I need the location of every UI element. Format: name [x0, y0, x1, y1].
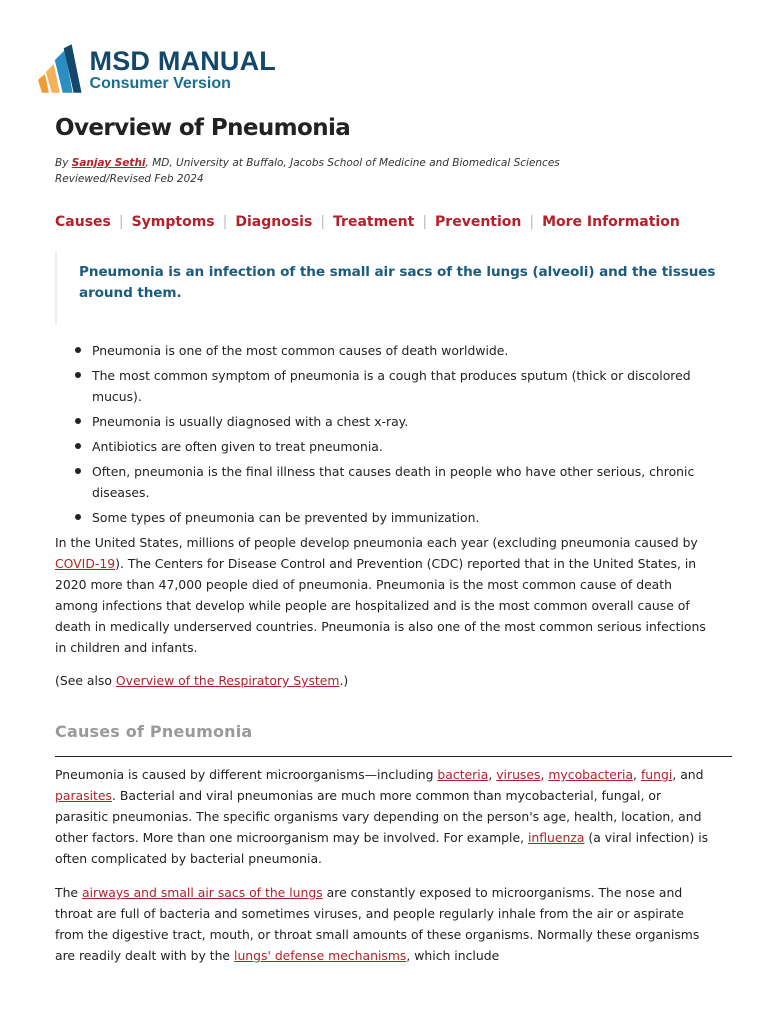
page-title: Overview of Pneumonia — [55, 115, 351, 141]
section-divider — [55, 756, 732, 757]
see-also-prefix: (See also — [55, 673, 116, 688]
paragraph-text: . Bacterial and viral pneumonias are much more common than mycobacterial, fungal, or parasitic pneumonias. The specific organisms vary depending on the person's age, health, location, and other factors. More than one microorganism may be involved. For example, — [55, 788, 702, 845]
paragraph-text: , — [488, 767, 497, 782]
author-link[interactable]: Sanjay Sethi — [71, 157, 146, 169]
respiratory-system-link[interactable]: Overview of the Respiratory System — [115, 673, 340, 688]
logo-subtitle: Consumer Version — [89, 75, 231, 92]
causes-paragraph-1 — [55, 764, 715, 869]
paragraph-text: (a viral infection) is often complicated by bacterial pneumonia. — [55, 830, 709, 866]
msd-manual-logo[interactable] — [36, 44, 276, 98]
paragraph-text: are constantly exposed to microorganisms. The nose and throat are full of bacteria and sometimes viruses, and people regularly inhale from the air or aspirate from the digestive tract, mouth, or throat small amounts of these organisms. Normally these organisms are readily dealt with by the — [55, 885, 700, 963]
list-item: The most common symptom of pneumonia is a cough that produces sputum (thick or discolored mucus). — [55, 365, 695, 407]
airways-link[interactable]: airways and small air sacs of the lungs — [81, 885, 323, 900]
list-item: Some types of pneumonia can be prevented by immunization. — [55, 507, 695, 528]
callout-text: Pneumonia is an infection of the small air sacs of the lungs (alveoli) and the tissues around them. — [79, 264, 716, 301]
list-item: Pneumonia is usually diagnosed with a chest x-ray. — [55, 411, 695, 432]
logo-title: MSD MANUAL — [89, 46, 276, 76]
mycobacteria-link[interactable]: mycobacteria — [548, 767, 634, 782]
causes-paragraph-2 — [55, 882, 715, 966]
paragraph-text: , which include — [406, 948, 500, 963]
nav-separator: | — [320, 214, 326, 230]
influenza-link[interactable]: influenza — [527, 830, 585, 845]
reviewed-date: Reviewed/Revised Feb 2024 — [55, 173, 204, 185]
paragraph-text: The — [55, 885, 82, 900]
list-item: Antibiotics are often given to treat pneumonia. — [55, 436, 695, 457]
bacteria-link[interactable]: bacteria — [437, 767, 489, 782]
nav-link-treatment[interactable]: Treatment — [333, 214, 415, 230]
nav-link-causes[interactable]: Causes — [55, 214, 111, 230]
paragraph-text: Pneumonia is caused by different microorganisms—including — [55, 767, 438, 782]
nav-link-more-information[interactable]: More Information — [542, 214, 680, 230]
nav-link-prevention[interactable]: Prevention — [435, 214, 522, 230]
intro-paragraph — [55, 532, 715, 658]
key-points-list — [55, 340, 695, 532]
msd-logo-icon — [36, 44, 84, 94]
see-also-suffix: .) — [339, 673, 349, 688]
nav-separator: | — [529, 214, 535, 230]
intro-text: ). The Centers for Disease Control and Prevention (CDC) reported that in the United States, in 2020 more than 47,000 people died of pneumonia. Pneumonia is the most common cause of death among infections that develop while people are hospitalized and is the most common overall cause of death in medically underserved countries. Pneumonia is also one of the most common serious infections in children and infants. — [55, 556, 706, 655]
paragraph-text: , — [540, 767, 549, 782]
intro-text: In the United States, millions of people develop pneumonia each year (excluding pneumonia caused by — [55, 535, 698, 550]
byline — [55, 155, 560, 187]
nav-separator: | — [118, 214, 124, 230]
list-item: Pneumonia is one of the most common causes of death worldwide. — [55, 340, 695, 361]
nav-separator: | — [422, 214, 428, 230]
list-item: Often, pneumonia is the final illness that causes death in people who have other serious, chronic diseases. — [55, 461, 695, 503]
paragraph-text: , — [633, 767, 641, 782]
nav-link-symptoms[interactable]: Symptoms — [131, 214, 215, 230]
covid-19-link[interactable]: COVID-19 — [55, 556, 116, 571]
nav-separator: | — [222, 214, 228, 230]
fungi-link[interactable]: fungi — [640, 767, 673, 782]
byline-prefix: By — [55, 157, 72, 169]
see-also-paragraph — [55, 670, 715, 691]
byline-affiliation: , MD, University at Buffalo, Jacobs School of Medicine and Biomedical Sciences — [145, 157, 560, 169]
nav-link-diagnosis[interactable]: Diagnosis — [235, 214, 313, 230]
viruses-link[interactable]: viruses — [496, 767, 541, 782]
paragraph-text: , and — [672, 767, 704, 782]
summary-callout — [55, 252, 729, 324]
parasites-link[interactable]: parasites — [55, 788, 112, 803]
lungs-defense-mechanisms-link[interactable]: lungs' defense mechanisms — [234, 948, 407, 963]
section-nav — [55, 214, 680, 230]
section-heading-causes: Causes of Pneumonia — [55, 722, 253, 741]
